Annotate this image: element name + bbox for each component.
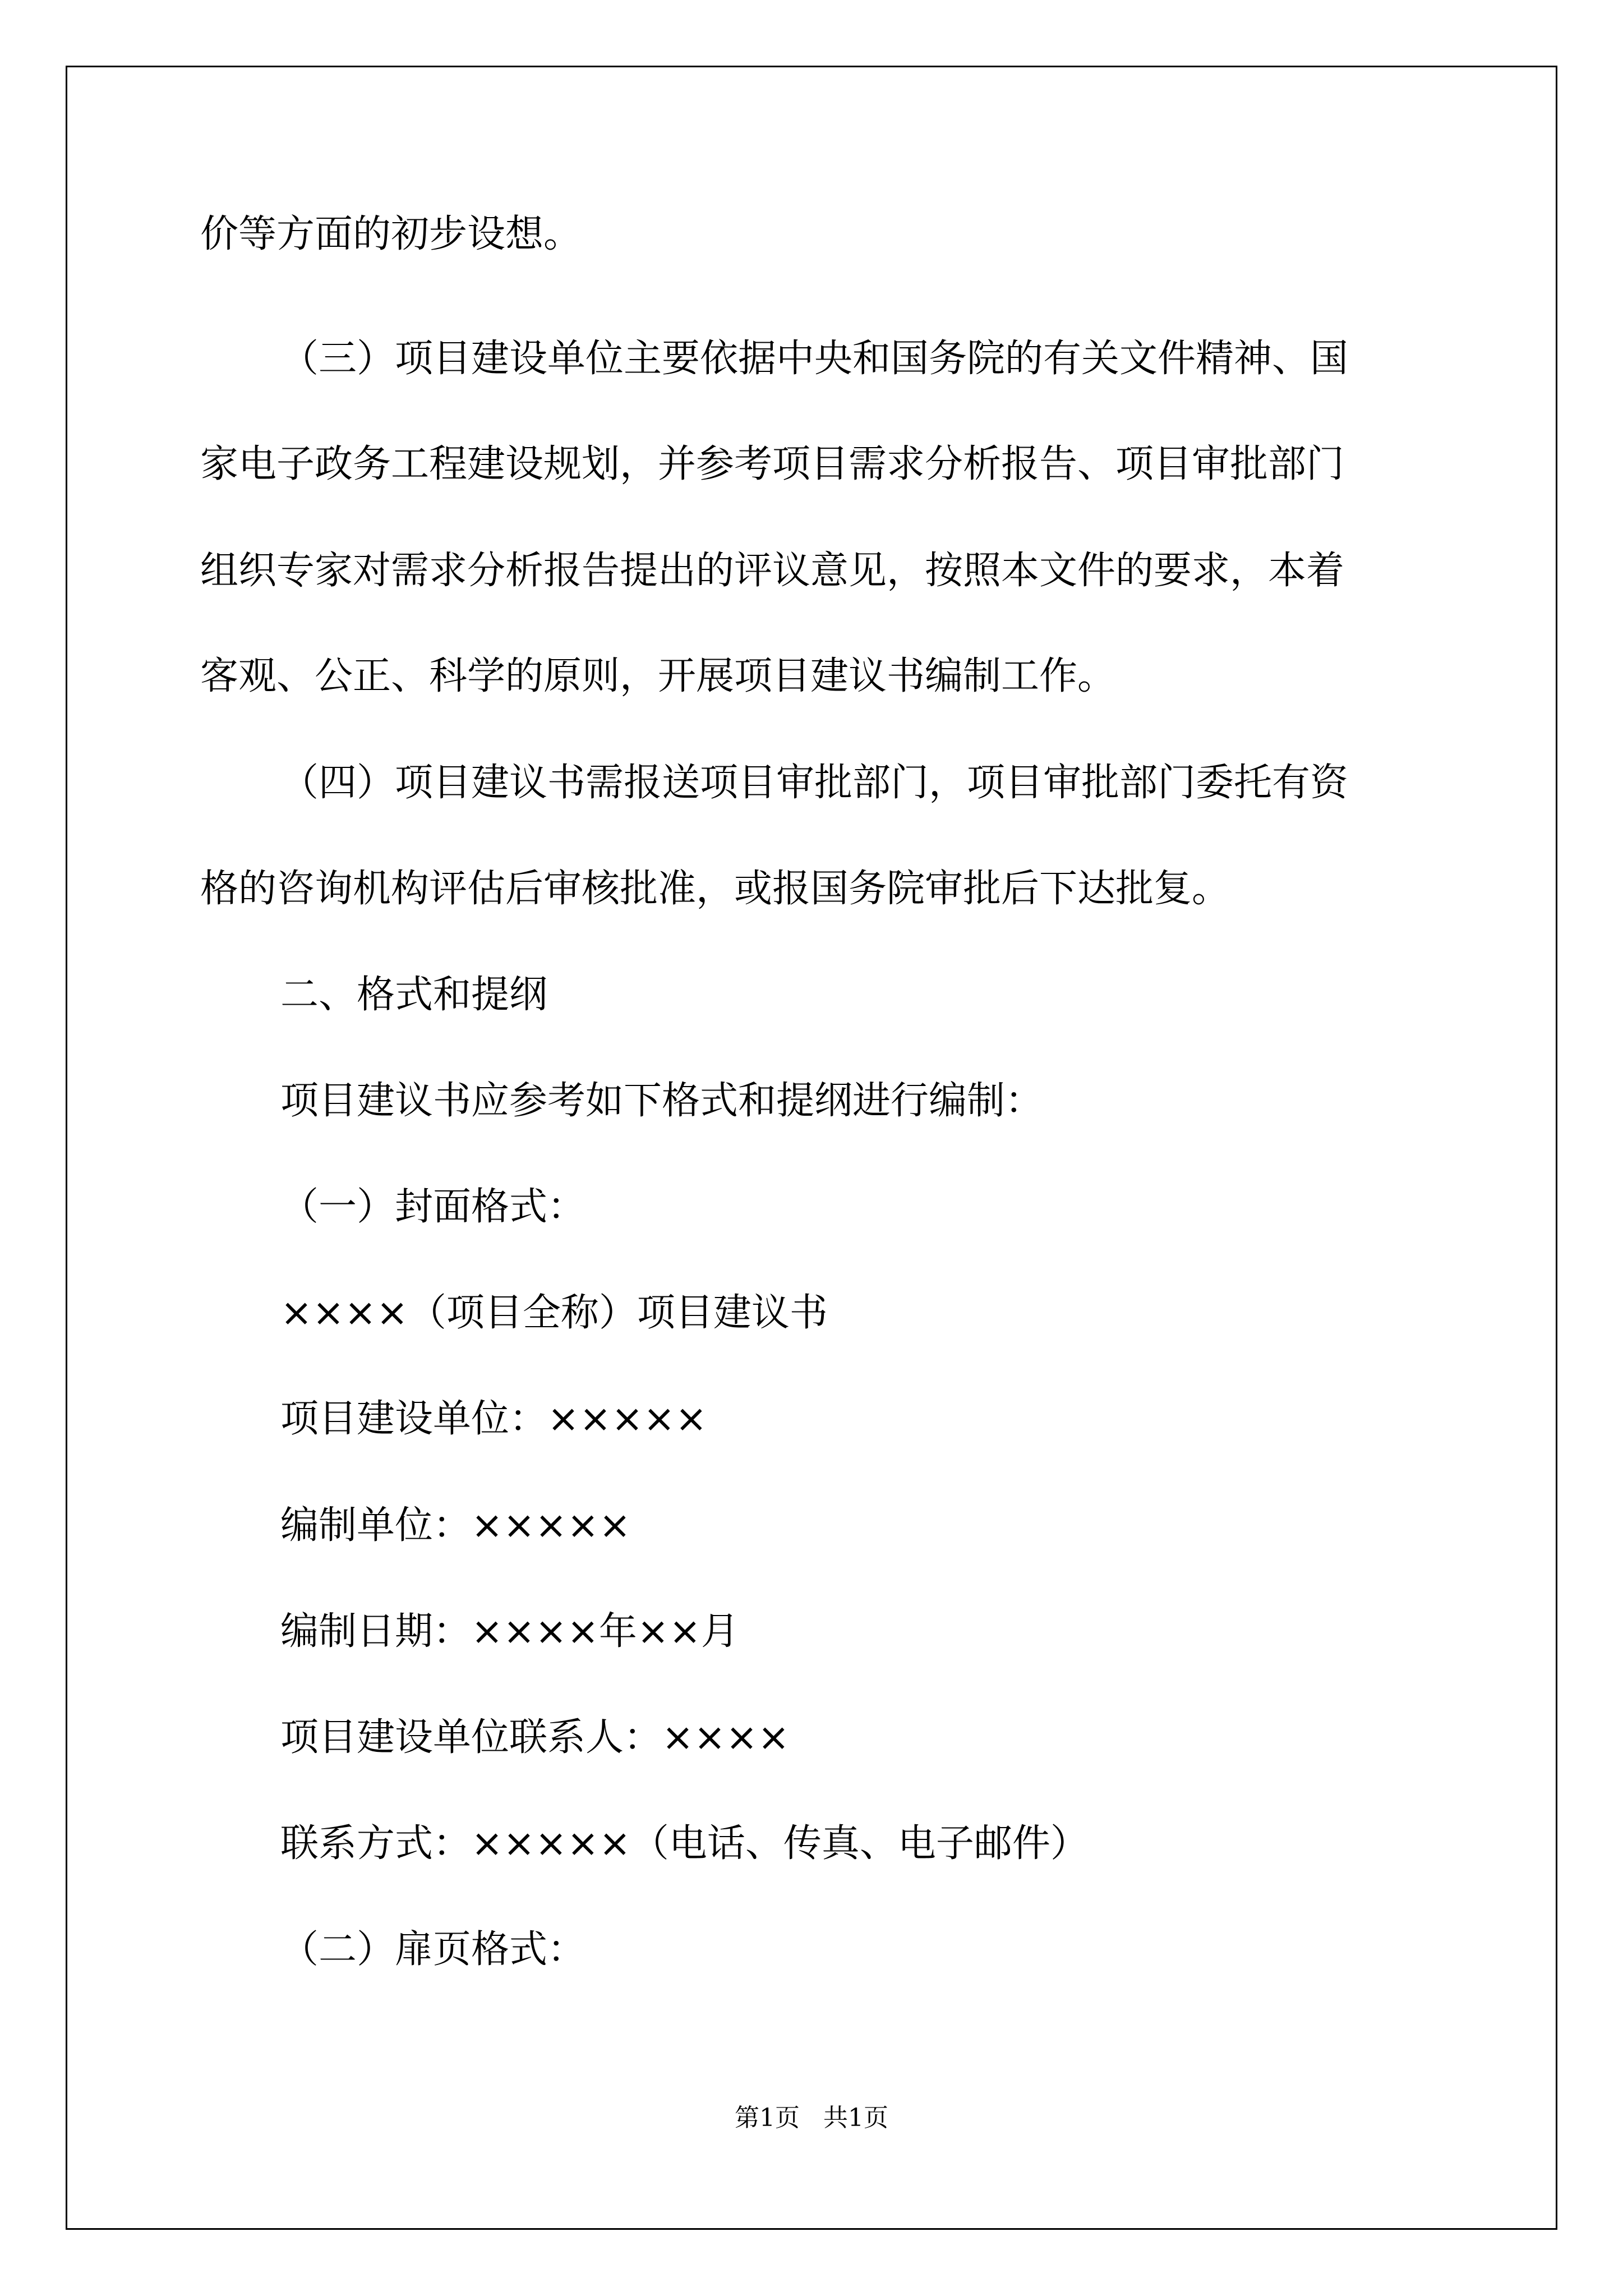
subsection-heading: （一）封面格式： xyxy=(280,1185,586,1229)
paragraph-line: （三）项目建设单位主要依据中央和国务院的有关文件精神、国 xyxy=(280,337,1349,381)
paragraph-line: 格的咨询机构评估后审核批准，或报国务院审批后下达批复。 xyxy=(200,867,1230,911)
paragraph-line: 联系方式：×××××（电话、传真、电子邮件） xyxy=(280,1821,1089,1866)
paragraph-line: ××××（项目全称）项目建议书 xyxy=(280,1291,828,1335)
paragraph-line: 编制单位：××××× xyxy=(280,1503,631,1548)
page-footer: 第1页 共1页 xyxy=(735,2104,888,2132)
paragraph-line: 家电子政务工程建设规划，并参考项目需求分析报告、项目审批部门 xyxy=(200,442,1345,486)
paragraph-line: 项目建设单位联系人：×××× xyxy=(280,1715,790,1760)
paragraph-line: 编制日期：××××年××月 xyxy=(280,1609,739,1654)
paragraph-line: 项目建议书应参考如下格式和提纲进行编制： xyxy=(280,1079,1044,1123)
subsection-heading: （二）扉页格式： xyxy=(280,1927,586,1972)
paragraph-line: 价等方面的初步设想。 xyxy=(200,212,582,256)
paragraph-line: 客观、公正、科学的原则，开展项目建议书编制工作。 xyxy=(200,654,1116,698)
paragraph-line: 组织专家对需求分析报告提出的评议意见，按照本文件的要求，本着 xyxy=(200,549,1345,593)
page-border xyxy=(66,66,1557,2230)
paragraph-line: 项目建设单位：××××× xyxy=(280,1397,707,1441)
paragraph-line: （四）项目建议书需报送项目审批部门，项目审批部门委托有资 xyxy=(280,761,1349,805)
section-heading: 二、格式和提纲 xyxy=(280,973,548,1017)
